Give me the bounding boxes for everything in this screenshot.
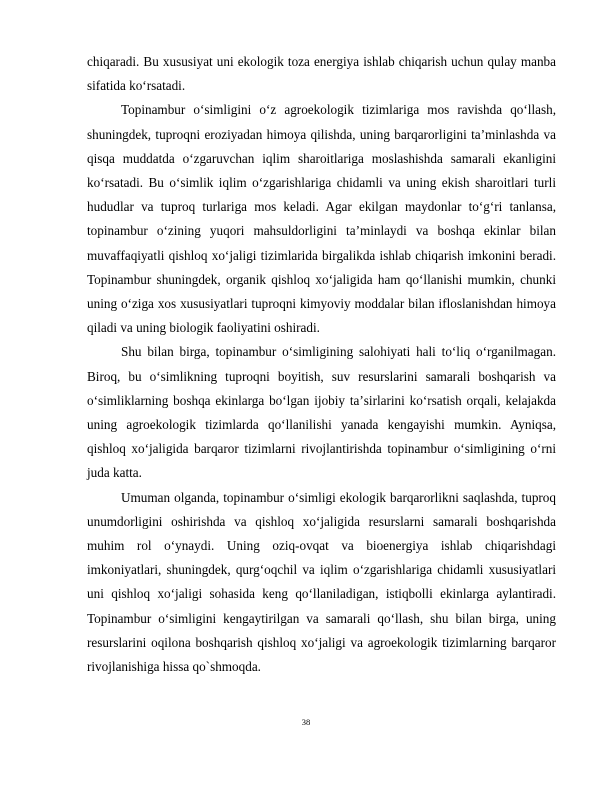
paragraph-conclusion: Umuman olganda, topinambur oʻsimligi ekologik barqarorlikni saqlashda, tuproq unumdorligini oshirishda va qishloq xoʻjaligida resurslarni samarali boshqarishda muhim rol oʻynaydi. Uning oziq-ovqat va bioenergiya ishlab chiqarishdagi imkoniyatlari, shuningdek, qurgʻoqchil va iqlim oʻzgarishlariga chidamli xususiyatlari uni qishloq xoʻjaligi sohasida keng qoʻllaniladigan, istiqbolli ekinlarga aylantiradi. Topinambur oʻsimligini kengaytirilgan va samarali qoʻllash, shu bilan birga, uning resurslarini oqilona boshqarish qishloq xoʻjaligi va agroekologik tizimlarning barqaror rivojlanishiga hissa qo`shmoqda.	[87, 489, 556, 675]
body-text	[87, 50, 556, 679]
paragraph-topinambur-application: Topinambur oʻsimligini oʻz agroekologik tizimlariga mos ravishda qoʻllash, shuningdek, tuproqni eroziyadan himoya qilishda, uning barqarorligini taʼminlashda va qisqa muddatda oʻzgaruvchan iqlim sharoitlariga moslashishda samarali ekanligini koʻrsatadi. Bu oʻsimlik iqlim oʻzgarishlariga chidamli va uning ekish sharoitlari turli hududlar va tuproq turlariga mos keladi. Agar ekilgan maydonlar toʻgʻri tanlansa, topinambur oʻzining yuqori mahsuldorligini taʼminlaydi va boshqa ekinlar bilan muvaffaqiyatli qishloq xoʻjaligi tizimlarida birgalikda ishlab chiqarish imkonini beradi. Topinambur shuningdek, organik qishloq xoʻjaligida ham qoʻllanishi mumkin, chunki uning oʻziga xos xususiyatlari tuproqni kimyoviy moddalar bilan ifloslanishdan himoya qiladi va uning biologik faoliyatini oshiradi.	[87, 102, 556, 336]
paragraph-potential: Shu bilan birga, topinambur oʻsimligining salohiyati hali toʻliq oʻrganilmagan. Biroq, bu oʻsimlikning tuproqni boyitish, suv resurslarini samarali boshqarish va oʻsimliklarning boshqa ekinlarga boʻlgan ijobiy taʼsirlarini koʻrsatish orqali, kelajakda uning agroekologik tizimlarda qoʻllanilishi yanada kengayishi mumkin. Ayniqsa, qishloq xoʻjaligida barqaror tizimlarni rivojlantirishda topinambur oʻsimligining oʻrni juda katta.	[87, 344, 556, 481]
paragraph-continuation: chiqaradi. Bu xususiyat uni ekologik toza energiya ishlab chiqarish uchun qulay manba sifatida koʻrsatadi.	[87, 54, 556, 94]
page-number: 38	[301, 717, 311, 727]
